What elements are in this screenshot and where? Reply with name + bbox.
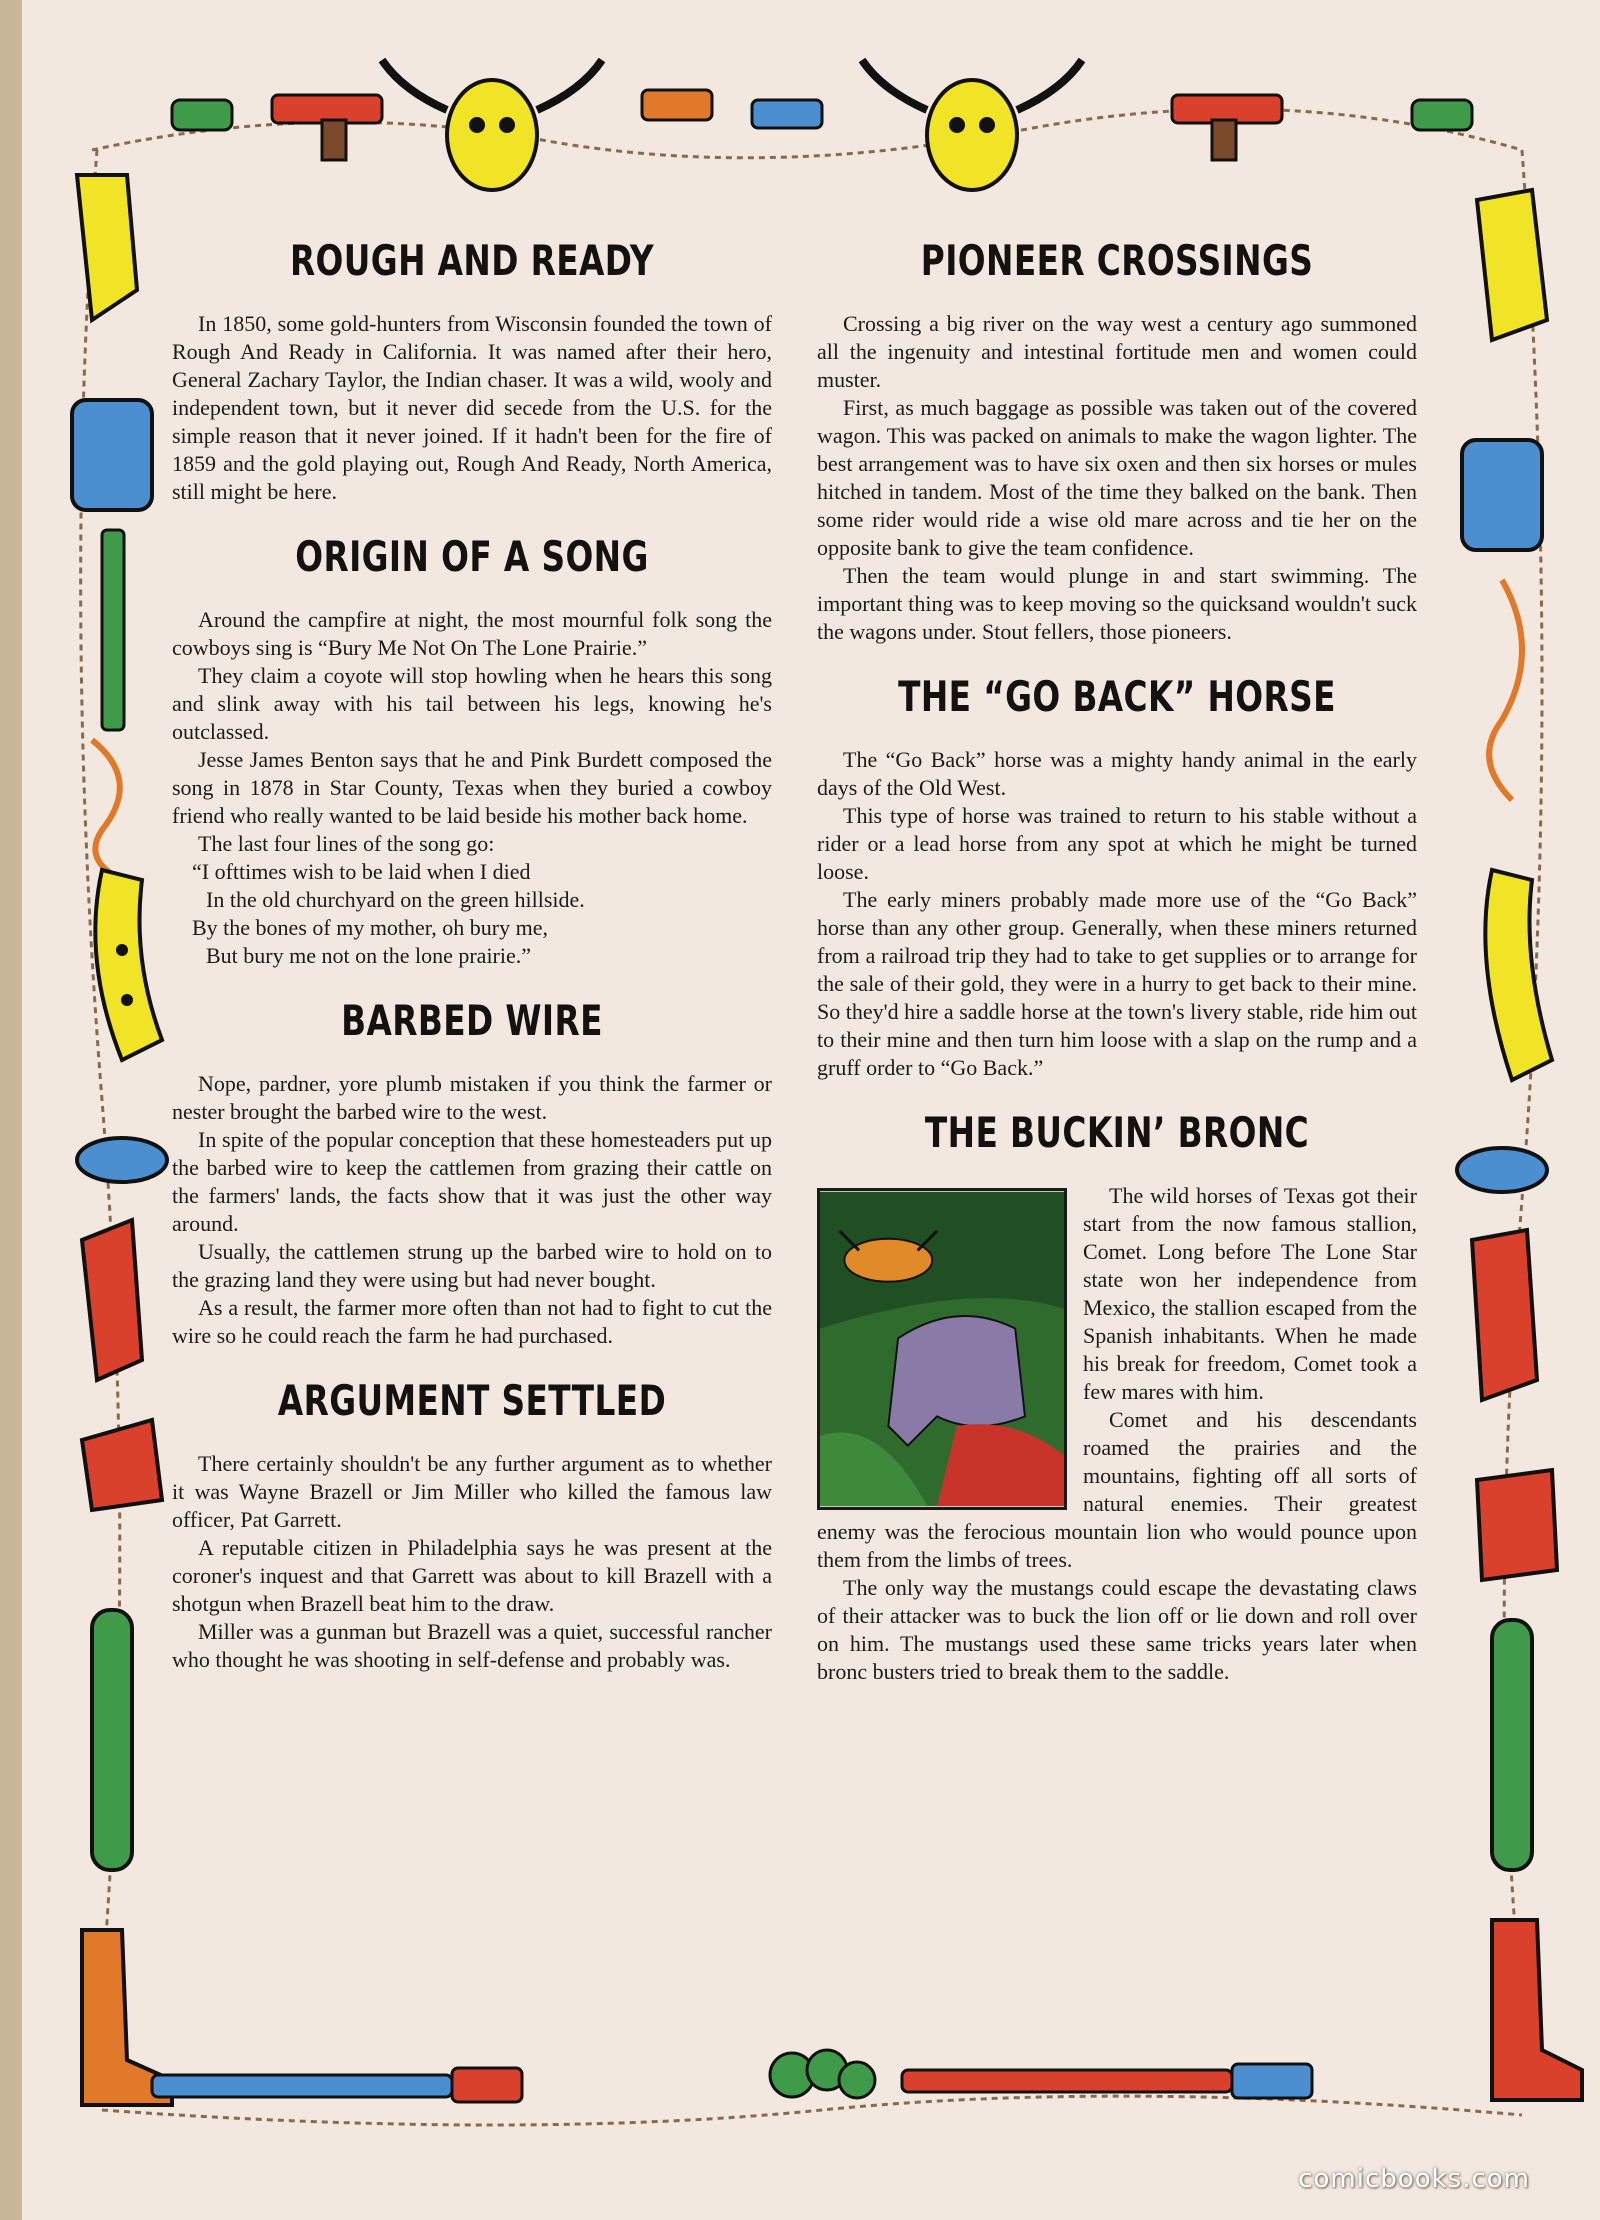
hat-icon [1477,1470,1557,1580]
rifle-icon [102,530,124,730]
article-paragraph: Around the campfire at night, the most mournful folk song the cowboys sing is “Bury Me Not On The Lone Prairie.” [172,607,772,660]
article-title: ROUGH AND READY [289,236,655,285]
comic-text-page [22,0,1600,2220]
article-paragraph: First, as much baggage as possible was taken out of the covered wagon. This was packed on animals to make the wagon lighter. The best arrangement was to have six oxen and then six horses or mules hitched in tandem. Most of the time they balked on the bank. Then some rider would ride a wise old mare across and tie her on the opposite bank to give the team confidence. [817,395,1417,560]
hat-icon [82,1420,162,1510]
article-paragraph: Comet and his descendants roamed the prairies and the mountains, fighting off all sorts of natural enemies. Their greatest enemy was the ferocious mountain lion who would pounce upon them from the limbs of trees. [817,1407,1417,1572]
article-paragraph: Jesse James Benton says that he and Pink Burdett composed the song in 1878 in Star County, Texas when they buried a cowboy friend who really wanted to be laid beside his mother back home. [172,747,772,828]
song-verse [172,858,772,970]
right-column [817,238,1417,1714]
cactus-icon [92,1610,132,1870]
article-paragraph: In spite of the popular conception that these homesteaders put up the barbed wire to keep the cattlemen from grazing their cattle on the farmers' lands, the facts show that it was just the other way around. [172,1127,772,1236]
rifle-icon [902,2064,1312,2098]
horse-and-lion-illustration [817,1188,1067,1510]
article-origin-of-a-song [172,534,772,970]
revolver-icon [272,95,382,160]
cowboy-hat-icon [72,400,152,510]
article-barbed-wire [172,998,772,1350]
revolver-icon [1172,95,1282,160]
boot-icon [752,100,822,128]
rifle-icon [152,2068,522,2102]
cactus-icon [1492,1620,1532,1870]
cowboy-hat-icon [1457,1148,1547,1192]
horse-head-icon [82,1220,142,1380]
verse-line: But bury me not on the lone prairie.” [206,943,532,968]
left-column [172,238,772,1702]
article-paragraph: A reputable citizen in Philadelphia says he was present at the coroner's inquest and that Garrett was about to kill Brazell with a shotgun when Brazell beat him to the draw. [172,1535,772,1616]
verse-line: “I ofttimes wish to be laid when I died [192,859,531,884]
article-paragraph: This type of horse was trained to return to his stable without a rider or a lead horse from any spot at which he might be turned loose. [817,803,1417,884]
article-paragraph: The “Go Back” horse was a mighty handy animal in the early days of the Old West. [817,747,1417,800]
bridle-icon [1489,580,1522,800]
article-paragraph: Nope, pardner, yore plumb mistaken if you think the farmer or nester brought the barbed wire to the west. [172,1071,772,1124]
bridle-icon [92,740,122,880]
steer-skull-icon [862,60,1082,190]
article-go-back-horse [817,674,1417,1082]
article-paragraph: Then the team would plunge in and start swimming. The important thing was to keep moving so the quicksand wouldn't suck the wagons under. Stout fellers, those pioneers. [817,563,1417,644]
article-paragraph: In 1850, some gold-hunters from Wisconsin founded the town of Rough And Ready in California. It was named after their hero, General Zachary Taylor, the Indian chaser. It was a wild, wooly and independent town, but it never did secede from the U.S. for the simple reason that it never joined. If it hadn't been for the fire of 1859 and the gold playing out, Rough And Ready, North America, still might be here. [172,311,772,504]
article-paragraph: Crossing a big river on the way west a century ago summoned all the ingenuity and intestinal fortitude men and women could muster. [817,311,1417,392]
horse-head-icon [1472,1230,1537,1400]
article-title: PIONEER CROSSINGS [920,236,1314,285]
cowboy-hat-icon [77,1138,167,1182]
cowboy-hat-icon [1462,440,1542,550]
verse-line: In the old churchyard on the green hillside. [206,887,585,912]
article-paragraph: The wild horses of Texas got their start from the now famous stallion, Comet. Long before The Lone Star state won her independence from Mexico, the stallion escaped from the Spanish inhabitants. When he made his break for freedom, Comet took a few mares with him. [1083,1183,1417,1404]
powder-horn-icon [1485,870,1552,1080]
article-paragraph: As a result, the farmer more often than not had to fight to cut the wire so he could reach the farm he had purchased. [172,1295,772,1348]
article-paragraph: There certainly shouldn't be any further argument as to whether it was Wayne Brazell or Jim Miller who killed the famous law officer, Pat Garrett. [172,1451,772,1532]
article-pioneer-crossings [817,238,1417,646]
cactus-bush-icon [770,2050,875,2098]
boot-icon [1492,1920,1582,2100]
site-watermark: comicbooks.com [1298,2164,1530,2194]
article-rough-and-ready [172,238,772,506]
verse-line: By the bones of my mother, oh bury me, [192,915,548,940]
article-paragraph: The last four lines of the song go: [198,831,495,856]
steer-skull-icon [382,60,602,190]
article-paragraph: They claim a coyote will stop howling when he hears this song and slink away with his tail between his legs, knowing he's outclassed. [172,663,772,744]
article-paragraph: The only way the mustangs could escape the devastating claws of their attacker was to buck the lion off or lie down and roll over on him. The mustangs used these same tricks years later when bronc busters tried to break them to the saddle. [817,1575,1417,1684]
article-title: ORIGIN OF A SONG [295,532,649,581]
article-title: ARGUMENT SETTLED [277,1376,667,1425]
article-title: THE “GO BACK” HORSE [898,672,1336,721]
boot-icon [642,90,712,120]
article-paragraph: Miller was a gunman but Brazell was a quiet, successful rancher who thought he was shooting in self-defense and probably was. [172,1619,772,1672]
horse-head-icon [77,175,137,320]
article-paragraph: The early miners probably made more use of the “Go Back” horse than any other group. Generally, when these miners returned from a railroad trip they had to take to get supplies or to arrange for the sale of their gold, they were in a hurry to get back to their mine. So they'd hire a saddle horse at the town's livery stable, ride him out to their mine and then turn him loose with a slap on the rump and a gruff order to “Go Back.” [817,887,1417,1080]
article-argument-settled [172,1378,772,1674]
illustrated-text-block [817,1182,1417,1686]
adjacent-page-edge [0,0,24,2220]
article-title: THE BUCKIN’ BRONC [924,1108,1310,1157]
article-paragraph: Usually, the cattlemen strung up the barbed wire to hold on to the grazing land they were using but had never bought. [172,1239,772,1292]
article-title: BARBED WIRE [341,996,603,1045]
powder-horn-icon [95,870,162,1060]
horse-head-icon [1477,190,1547,340]
spur-icon [172,100,232,130]
spur-icon [1412,100,1472,130]
article-buckin-bronc [817,1110,1417,1686]
